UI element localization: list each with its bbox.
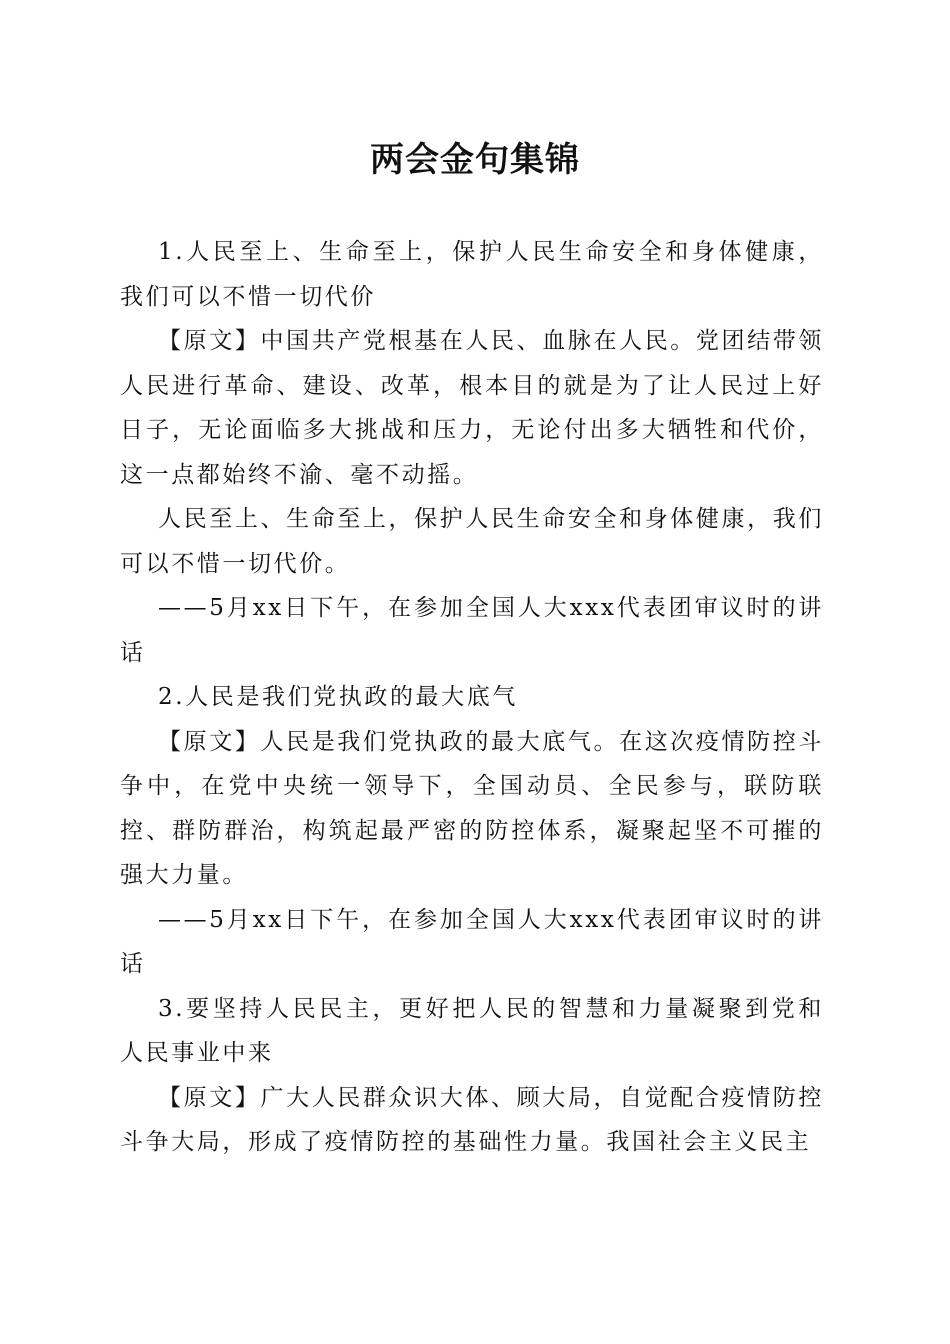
original-text-1: 【原文】中国共产党根基在人民、血脉在人民。党团结带领人民进行革命、建设、改革，根本目的就是为了让人民过上好日子，无论面临多大挑战和压力，无论付出多大牺牲和代价，这一点都始终不渝、毫不动摇。 [120, 328, 824, 488]
document-title: 两会金句集锦 [370, 140, 580, 180]
quote-body-1: 人民至上、生命至上，保护人民生命安全和身体健康，我们可以不惜一切代价。 [120, 506, 824, 577]
original-text-3: 【原文】广大人民群众识大体、顾大局，自觉配合疫情防控斗争大局，形成了疫情防控的基础性力量。我国社会主义民主 [120, 1084, 824, 1155]
quote-heading-2: 2.人民是我们党执政的最大底气 [158, 684, 518, 710]
source-note-1: ——5月xx日下午，在参加全国人大xxx代表团审议时的讲话 [120, 595, 824, 666]
quote-heading-3: 3.要坚持人民民主，更好把人民的智慧和力量凝聚到党和人民事业中来 [120, 995, 824, 1066]
original-text-2: 【原文】人民是我们党执政的最大底气。在这次疫情防控斗争中，在党中央统一领导下，全国动员、全民参与，联防联控、群防群治，构筑起最严密的防控体系，凝聚起坚不可摧的强大力量。 [120, 728, 824, 888]
source-note-2: ——5月xx日下午，在参加全国人大xxx代表团审议时的讲话 [120, 906, 824, 977]
quote-heading-1: 1.人民至上、生命至上，保护人民生命安全和身体健康，我们可以不惜一切代价 [120, 239, 824, 310]
document-body [120, 230, 824, 1165]
